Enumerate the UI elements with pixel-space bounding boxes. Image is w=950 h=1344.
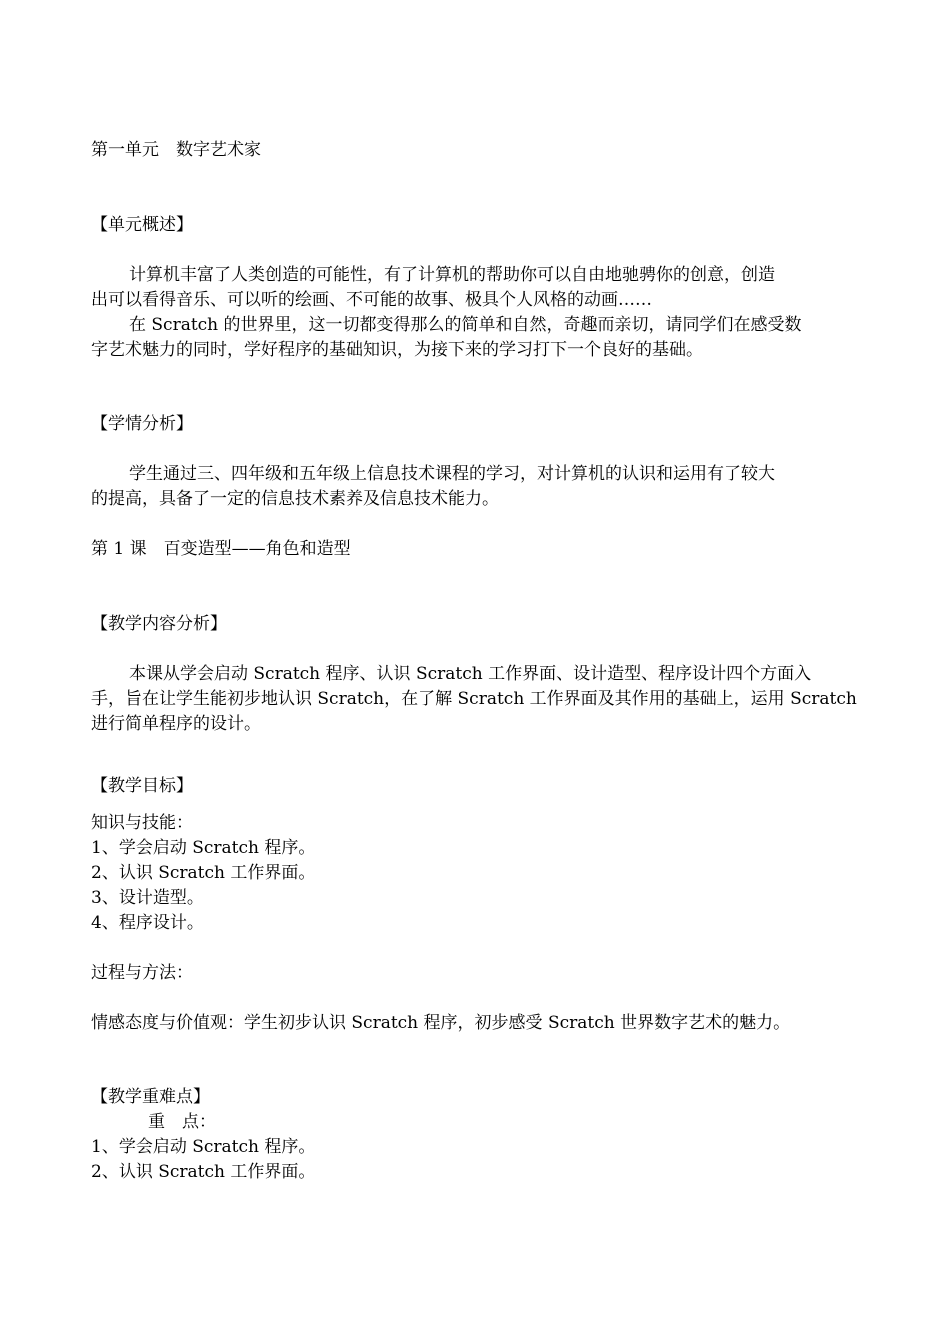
list-item: 3、设计造型。 xyxy=(91,888,204,908)
list-item: 1、学会启动 Scratch 程序。 xyxy=(91,838,316,858)
knowledge-label: 知识与技能： xyxy=(91,813,193,833)
analysis-paragraph-line: 的提高，具备了一定的信息技术素养及信息技术能力。 xyxy=(91,489,499,509)
list-item: 2、认识 Scratch 工作界面。 xyxy=(91,1162,316,1182)
overview-paragraph-line: 字艺术魅力的同时，学好程序的基础知识，为接下来的学习打下一个良好的基础。 xyxy=(91,340,703,360)
content-paragraph-line: 手，旨在让学生能初步地认识 Scratch，在了解 Scratch 工作界面及其作用的基础上，运用 Scratch xyxy=(91,689,857,709)
keypoints-label: 重 点： xyxy=(148,1112,216,1132)
overview-heading: 【单元概述】 xyxy=(91,215,193,235)
content-paragraph-line: 本课从学会启动 Scratch 程序、认识 Scratch 工作界面、设计造型、程序设计四个方面入 xyxy=(129,664,812,684)
unit-title: 第一单元 数字艺术家 xyxy=(91,140,261,160)
content-paragraph-line: 进行简单程序的设计。 xyxy=(91,714,261,734)
content-heading: 【教学内容分析】 xyxy=(91,614,227,634)
process-label: 过程与方法： xyxy=(91,963,193,983)
analysis-heading: 【学情分析】 xyxy=(91,414,193,434)
overview-paragraph-line: 计算机丰富了人类创造的可能性，有了计算机的帮助你可以自由地驰骋你的创意，创造 xyxy=(129,265,775,285)
list-item: 2、认识 Scratch 工作界面。 xyxy=(91,863,316,883)
lesson-title: 第 1 课 百变造型——角色和造型 xyxy=(91,539,351,559)
overview-paragraph-line: 在 Scratch 的世界里，这一切都变得那么的简单和自然，奇趣而亲切，请同学们在感受数 xyxy=(129,315,802,335)
overview-paragraph-line: 出可以看得音乐、可以听的绘画、不可能的故事、极具个人风格的动画…… xyxy=(91,290,652,310)
keypoints-heading: 【教学重难点】 xyxy=(91,1087,210,1107)
emotion-line: 情感态度与价值观：学生初步认识 Scratch 程序，初步感受 Scratch 世界数字艺术的魅力。 xyxy=(91,1013,791,1033)
list-item: 1、学会启动 Scratch 程序。 xyxy=(91,1137,316,1157)
list-item: 4、程序设计。 xyxy=(91,913,204,933)
analysis-paragraph-line: 学生通过三、四年级和五年级上信息技术课程的学习，对计算机的认识和运用有了较大 xyxy=(129,464,775,484)
goals-heading: 【教学目标】 xyxy=(91,776,193,796)
